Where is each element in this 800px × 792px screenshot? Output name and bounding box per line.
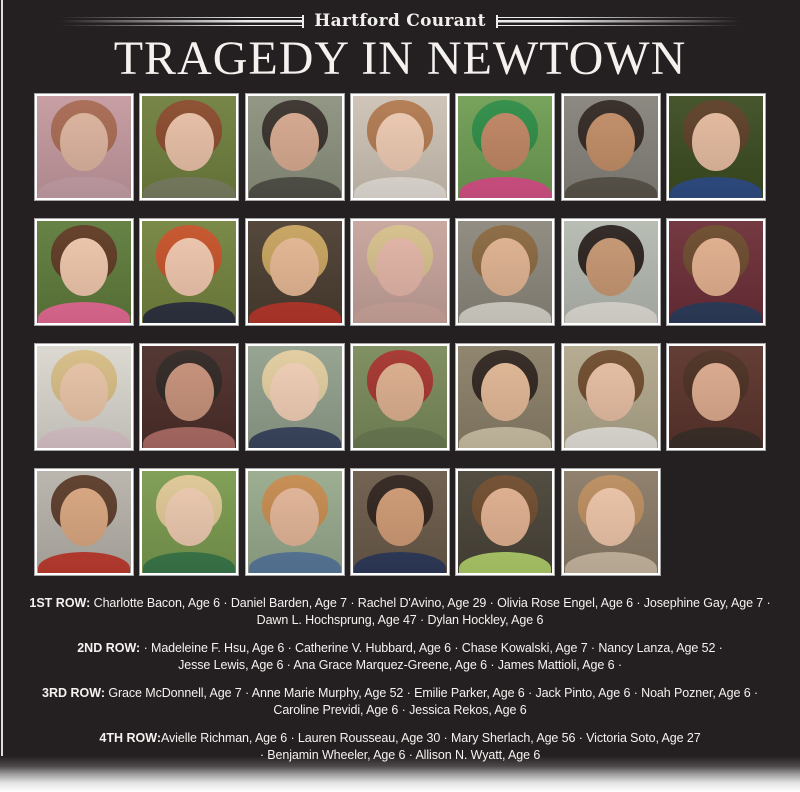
photo-chase-kowalski [245,218,345,326]
photo-avielle-richman [34,468,134,576]
photo-catherine-v-hubbard [139,218,239,326]
portrait-placeholder [248,346,342,448]
portrait-placeholder [564,346,658,448]
face-shape [481,238,530,296]
shirt-shape [565,177,657,198]
hair-shape [578,225,644,284]
caption-row-3-line1: Grace McDonnell, Age 7 · Anne Marie Murphy, Age 52 · Emilie Parker, Age 6 · Jack Pinto, Age 6 · Noah Pozner, Age 6 · [104,686,758,700]
photo-nancy-lanza [350,218,450,326]
portrait-placeholder [458,346,552,448]
page-title: TRAGEDY IN NEWTOWN [113,32,687,85]
face-shape [60,488,109,546]
hair-shape [51,100,117,159]
shirt-shape [354,427,446,448]
face-shape [270,363,319,421]
face-shape [270,238,319,296]
shirt-shape [459,427,551,448]
face-shape [165,113,214,171]
hair-shape [262,475,328,534]
hair-shape [367,225,433,284]
portrait-placeholder [353,221,447,323]
photo-grid [34,93,766,576]
portrait-placeholder [458,96,552,198]
hair-shape [51,475,117,534]
photo-jessica-rekos [666,343,766,451]
masthead [0,0,800,31]
hair-shape [472,350,538,409]
hair-shape [578,475,644,534]
portrait-placeholder [142,471,236,573]
shirt-shape [565,552,657,573]
caption-block [0,595,800,763]
masthead-rule-left [54,17,304,26]
photo-victoria-soto [350,468,450,576]
photo-madeleine-f-hsu [34,218,134,326]
caption-row-1-line1: Charlotte Bacon, Age 6 · Daniel Barden, Age 7 · Rachel D'Avino, Age 29 · Olivia Rose Engel, Age 6 · Josephine Gay, Age 7 · [90,596,771,610]
caption-row-4 [28,730,772,763]
rule-end-cap [496,15,499,28]
portrait-placeholder [353,471,447,573]
hair-shape [367,475,433,534]
hair-shape [51,350,117,409]
caption-row-2 [28,640,772,673]
portrait-placeholder [353,346,447,448]
page-left-edge [1,0,3,756]
shirt-shape [38,552,130,573]
photo-josephine-gay [455,93,555,201]
portrait-placeholder [564,221,658,323]
face-shape [481,113,530,171]
caption-row-4-line2: · Benjamin Wheeler, Age 6 · Allison N. Wyatt, Age 6 [259,747,541,762]
shirt-shape [565,302,657,323]
shirt-shape [249,177,341,198]
hair-shape [51,225,117,284]
rule-fade [496,16,746,27]
shirt-shape [143,302,235,323]
hair-shape [472,475,538,534]
hair-shape [156,475,222,534]
portrait-placeholder [669,346,763,448]
photo-charlotte-bacon [34,93,134,201]
photo-daniel-barden [139,93,239,201]
portrait-placeholder [248,471,342,573]
hair-shape [578,350,644,409]
shirt-shape [565,427,657,448]
shirt-shape [143,427,235,448]
caption-row-1 [28,595,772,628]
photo-dylan-hockley [666,93,766,201]
caption-row-1-line2: Dawn L. Hochsprung, Age 47 · Dylan Hockley, Age 6 [256,612,544,627]
hair-shape [262,225,328,284]
hair-shape [156,100,222,159]
hair-shape [367,100,433,159]
face-shape [60,113,109,171]
face-shape [376,238,425,296]
hair-shape [683,225,749,284]
rule-fade [54,16,304,27]
portrait-placeholder [669,221,763,323]
photo-james-mattioli [666,218,766,326]
shirt-shape [249,552,341,573]
portrait-placeholder [248,221,342,323]
caption-row-1-label: 1ST ROW: [29,596,91,610]
masthead-rule-right [496,17,746,26]
photo-allison-n-wyatt [561,468,661,576]
shirt-shape [459,302,551,323]
portrait-placeholder [564,96,658,198]
shirt-shape [249,427,341,448]
hair-shape [156,350,222,409]
face-shape [692,113,741,171]
face-shape [270,113,319,171]
portrait-placeholder [37,221,131,323]
face-shape [165,238,214,296]
photo-noah-pozner [455,343,555,451]
caption-row-2-line1: · Madeleine F. Hsu, Age 6 · Catherine V. Hubbard, Age 6 · Chase Kowalski, Age 7 · Nancy Lanza, Age 52 · [140,641,723,655]
shirt-shape [249,302,341,323]
shirt-shape [459,177,551,198]
hair-shape [156,225,222,284]
face-shape [586,113,635,171]
portrait-placeholder [458,471,552,573]
shirt-shape [670,302,762,323]
face-shape [586,238,635,296]
shirt-shape [670,427,762,448]
portrait-placeholder [142,221,236,323]
shirt-shape [143,177,235,198]
photo-olivia-rose-engel [350,93,450,201]
newspaper-name: Hartford Courant [314,11,486,31]
hair-shape [472,100,538,159]
portrait-placeholder [142,96,236,198]
photo-dawn-l-hochsprung [561,93,661,201]
face-shape [376,363,425,421]
portrait-placeholder [248,96,342,198]
photo-lauren-rousseau [139,468,239,576]
face-shape [376,113,425,171]
hair-shape [683,350,749,409]
shirt-shape [354,177,446,198]
shirt-shape [354,302,446,323]
caption-row-2-label: 2ND ROW: [77,641,141,655]
portrait-placeholder [37,346,131,448]
portrait-placeholder [37,471,131,573]
portrait-placeholder [669,96,763,198]
hair-shape [683,100,749,159]
portrait-placeholder [142,346,236,448]
caption-row-4-label: 4TH ROW: [99,731,161,745]
portrait-placeholder [458,221,552,323]
photo-ana-grace-marquez-greene [561,218,661,326]
hair-shape [472,225,538,284]
face-shape [481,488,530,546]
caption-row-3-label: 3RD ROW: [42,686,105,700]
hair-shape [262,350,328,409]
face-shape [586,363,635,421]
photo-rachel-d-avino [245,93,345,201]
photo-benjamin-wheeler [455,468,555,576]
face-shape [165,363,214,421]
photo-mary-sherlach [245,468,345,576]
portrait-placeholder [564,471,658,573]
hair-shape [367,350,433,409]
photo-emilie-parker [245,343,345,451]
face-shape [586,488,635,546]
shirt-shape [38,177,130,198]
face-shape [376,488,425,546]
face-shape [270,488,319,546]
shirt-shape [459,552,551,573]
shirt-shape [38,427,130,448]
rule-end-cap [302,15,305,28]
caption-row-4-line1: Avielle Richman, Age 6 · Lauren Rousseau, Age 30 · Mary Sherlach, Age 56 · Victoria Soto, Age 27 [161,731,701,745]
face-shape [60,363,109,421]
hair-shape [578,100,644,159]
caption-row-2-line2: Jesse Lewis, Age 6 · Ana Grace Marquez-Greene, Age 6 · James Mattioli, Age 6 · [178,657,622,672]
face-shape [60,238,109,296]
photo-anne-marie-murphy [139,343,239,451]
hair-shape [262,100,328,159]
photo-caroline-previdi [561,343,661,451]
shirt-shape [670,177,762,198]
caption-row-3-line2: Caroline Previdi, Age 6 · Jessica Rekos, Age 6 [273,702,527,717]
photo-jesse-lewis [455,218,555,326]
caption-row-3 [28,685,772,718]
face-shape [165,488,214,546]
face-shape [692,363,741,421]
photo-jack-pinto [350,343,450,451]
photo-grace-mcdonnell [34,343,134,451]
shirt-shape [354,552,446,573]
portrait-placeholder [353,96,447,198]
face-shape [692,238,741,296]
shirt-shape [38,302,130,323]
portrait-placeholder [37,96,131,198]
shirt-shape [143,552,235,573]
face-shape [481,363,530,421]
